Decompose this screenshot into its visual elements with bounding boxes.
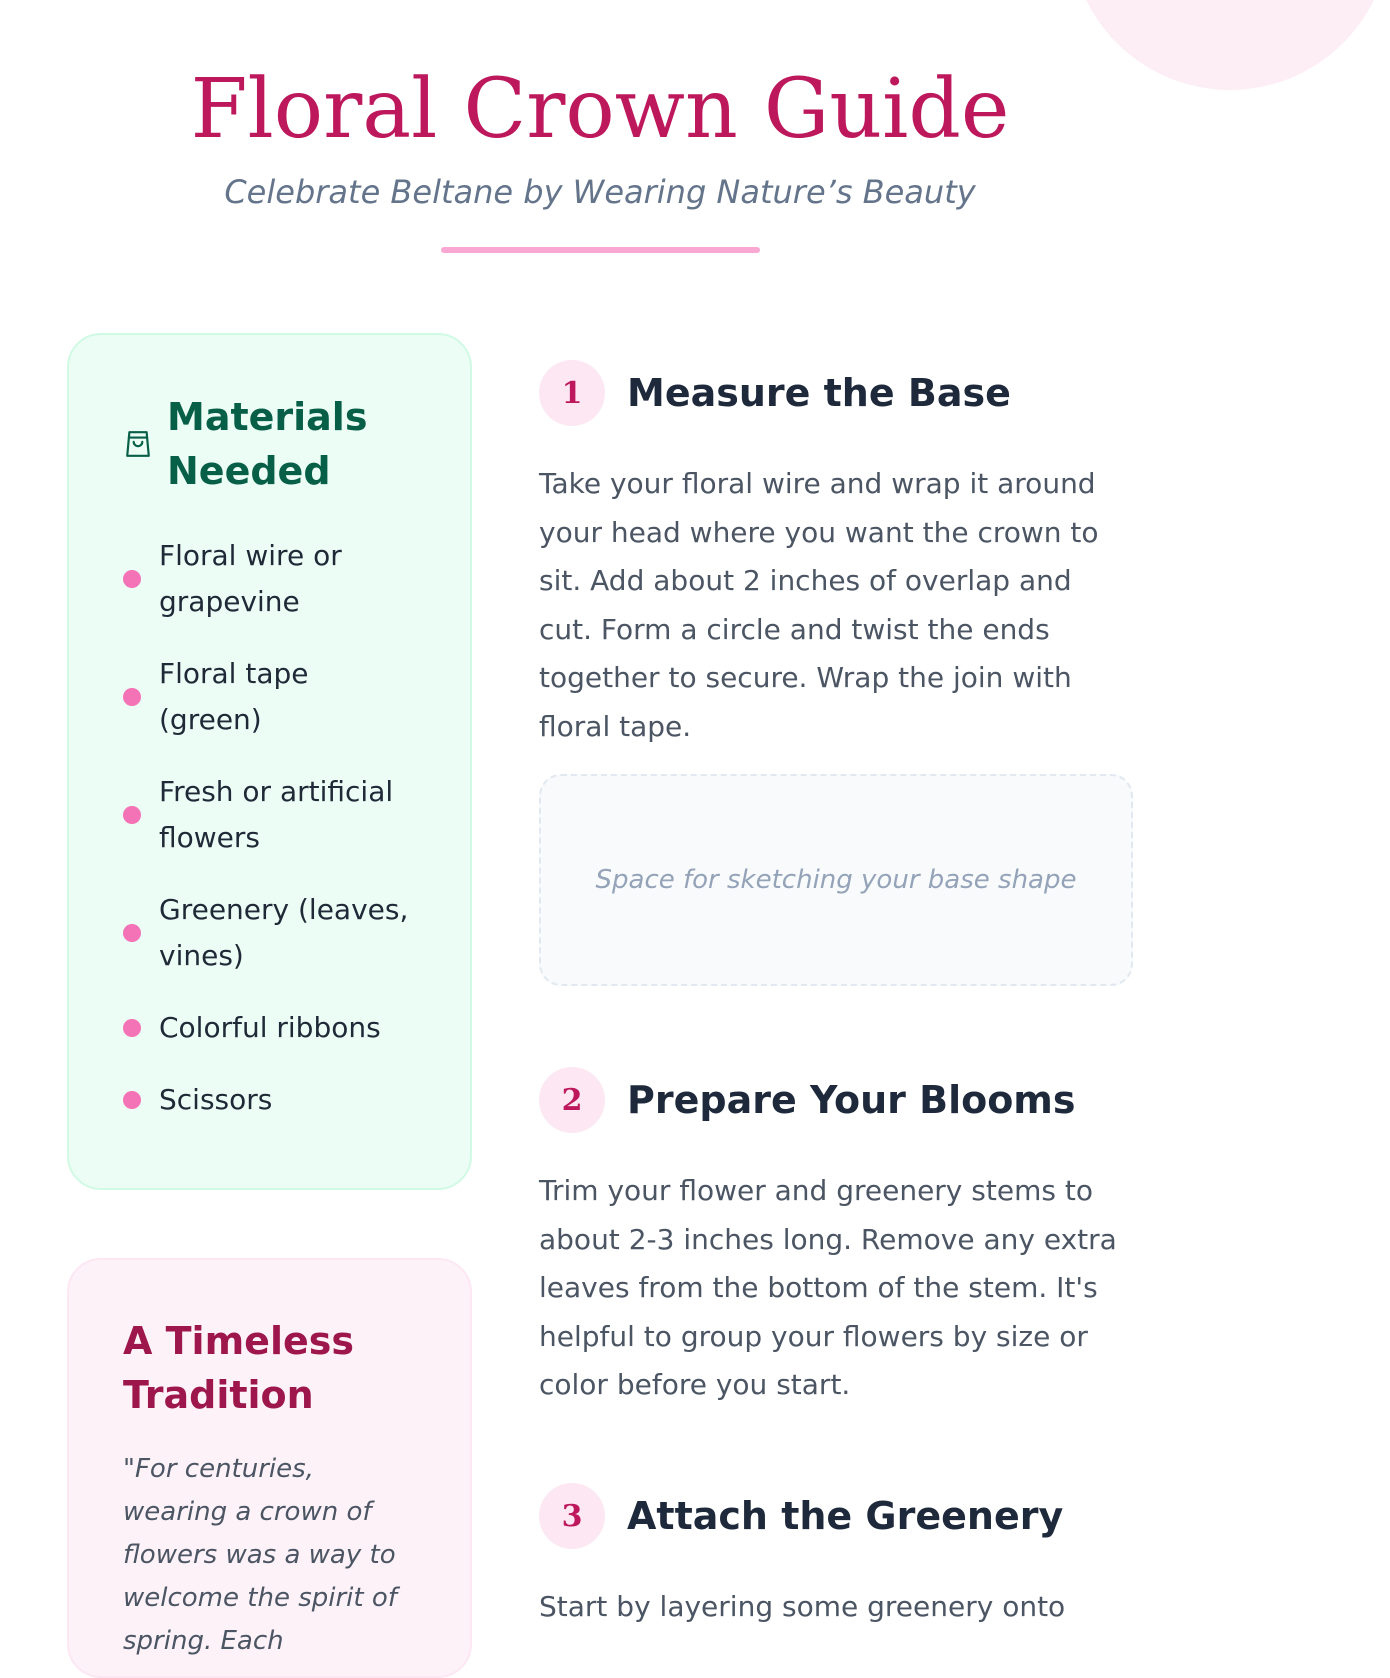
header-divider: [441, 247, 760, 253]
bullet-dot: [123, 570, 141, 588]
bullet-dot: [123, 1091, 141, 1109]
step-description: Trim your flower and greenery stems to about 2-3 inches long. Remove any extra leaves from the bottom of the stem. It's helpful to group your flowers by size or color before you start.: [539, 1174, 1117, 1401]
sketch-placeholder: Space for sketching your base shape: [595, 865, 1077, 895]
tradition-quote: "For centuries, wearing a crown of flowers was a way to welcome the spirit of spring. Each: [123, 1454, 397, 1656]
materials-list: [123, 533, 443, 1149]
step-title: Prepare Your Blooms: [627, 1078, 1076, 1122]
bullet-dot: [123, 1019, 141, 1037]
list-item: [123, 651, 443, 743]
list-item: [123, 769, 443, 861]
sketch-area: [539, 774, 1133, 986]
list-item-text: Floral tape (green): [159, 657, 309, 736]
list-item: [123, 887, 443, 979]
step-title: Measure the Base: [627, 371, 1011, 415]
page-subtitle: Celebrate Beltane by Wearing Nature’s Beauty: [224, 173, 976, 211]
materials-header: [125, 390, 367, 498]
tradition-title: A Timeless Tradition: [123, 1319, 354, 1417]
list-item-text: Colorful ribbons: [159, 1011, 381, 1044]
step-description: Start by layering some greenery onto: [539, 1590, 1066, 1623]
step-description: Take your floral wire and wrap it around your head where you want the crown to sit. Add about 2 inches of overlap and cut. Form a circle and twist the ends together to secure. Wrap the join with floral tape.: [539, 467, 1099, 743]
step-header: [539, 1483, 1139, 1549]
step-2: [539, 1067, 1139, 1410]
materials-card: [67, 333, 472, 1190]
step-1: [539, 360, 1139, 751]
list-item-text: Floral wire or grapevine: [159, 539, 342, 618]
step-3: [539, 1483, 1139, 1632]
shopping-bag-icon: [125, 430, 151, 458]
materials-title: Materials Needed: [167, 395, 368, 493]
bullet-dot: [123, 688, 141, 706]
step-header: [539, 1067, 1139, 1133]
list-item-text: Scissors: [159, 1083, 273, 1116]
step-number-badge: 1: [539, 360, 605, 426]
bullet-dot: [123, 924, 141, 942]
step-title: Attach the Greenery: [627, 1494, 1064, 1538]
step-number-badge: 3: [539, 1483, 605, 1549]
list-item-text: Greenery (leaves, vines): [159, 893, 409, 972]
step-header: [539, 360, 1139, 426]
tradition-card: [67, 1258, 472, 1678]
list-item: [123, 1005, 443, 1051]
bullet-dot: [123, 806, 141, 824]
list-item: [123, 533, 443, 625]
list-item: [123, 1077, 443, 1123]
page-header: [0, 60, 1200, 212]
page-title: Floral Crown Guide: [190, 62, 1010, 157]
list-item-text: Fresh or artificial flowers: [159, 775, 394, 854]
step-number-badge: 2: [539, 1067, 605, 1133]
